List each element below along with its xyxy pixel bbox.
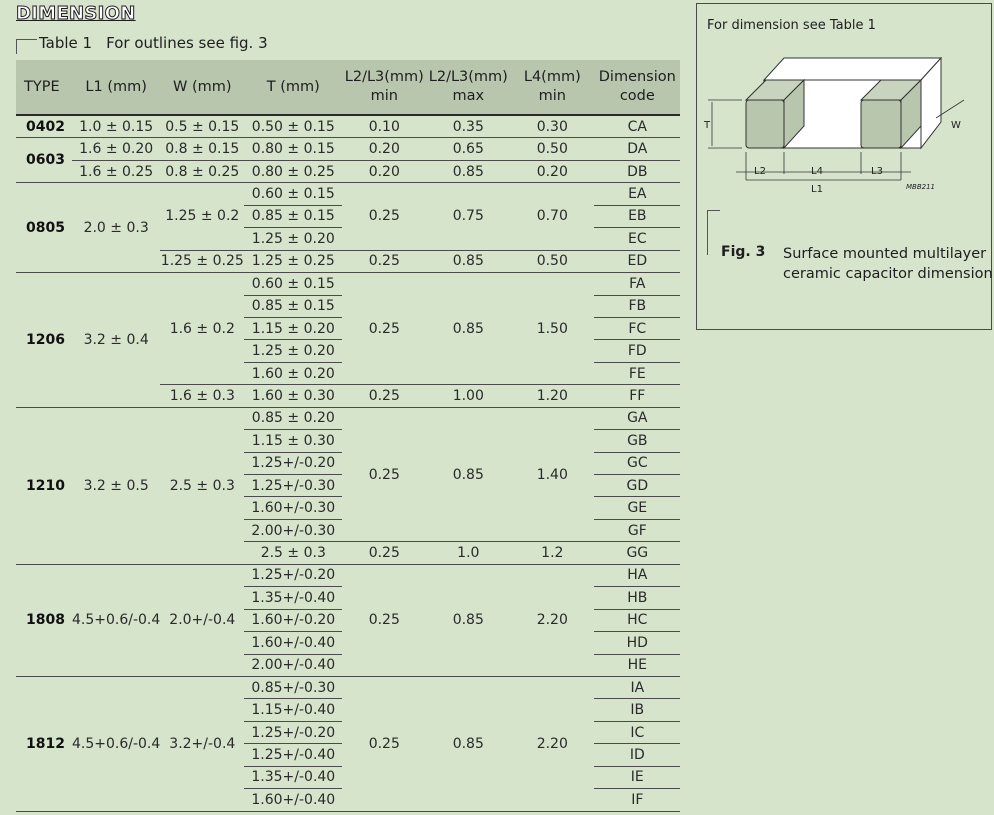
- l2-label: L2: [754, 166, 766, 177]
- figure-number: Fig. 3: [721, 244, 766, 260]
- l23max-cell: 1.0: [426, 542, 510, 564]
- code-cell: CA: [594, 115, 680, 138]
- t-cell: 2.5 ± 0.3: [244, 542, 342, 564]
- code-cell: EB: [594, 205, 680, 227]
- t-cell: 0.50 ± 0.15: [244, 115, 342, 138]
- l23max-cell: 0.35: [426, 115, 510, 138]
- code-cell: GE: [594, 497, 680, 519]
- table-row: [16, 160, 680, 182]
- t-cell: 1.25+/-0.40: [244, 744, 342, 766]
- w-cell: 0.5 ± 0.15: [160, 115, 244, 138]
- code-cell: DB: [594, 160, 680, 182]
- table-header-row: [16, 60, 680, 115]
- l1-label: L1: [811, 184, 823, 195]
- capacitor-diagram: [696, 40, 992, 200]
- dimension-table: [16, 60, 680, 812]
- header-l4-min: L4(mm) min: [510, 60, 594, 115]
- t-cell: 1.60+/-0.40: [244, 789, 342, 811]
- figure-caption-text: Surface mounted multilayer ceramic capacitor dimension: [783, 246, 993, 282]
- l23max-cell: 0.65: [426, 138, 510, 160]
- type-cell: 1808: [16, 564, 72, 676]
- type-cell: 1210: [16, 407, 72, 564]
- code-cell: ED: [594, 250, 680, 272]
- t-cell: 1.25 ± 0.25: [244, 250, 342, 272]
- t-cell: 1.25+/-0.30: [244, 475, 342, 497]
- l4min-cell: 1.50: [510, 273, 594, 385]
- t-cell: 0.60 ± 0.15: [244, 183, 342, 205]
- table-caption: [16, 34, 268, 54]
- w-cell: 1.25 ± 0.2: [160, 183, 244, 250]
- t-cell: 1.15 ± 0.30: [244, 430, 342, 452]
- l1-cell: 3.2 ± 0.5: [72, 407, 160, 564]
- table-row: [16, 407, 680, 429]
- l23min-cell: 0.25: [342, 183, 426, 250]
- t-cell: 1.35+/-0.40: [244, 766, 342, 788]
- l1-cell: 1.6 ± 0.25: [72, 160, 160, 182]
- code-cell: GB: [594, 430, 680, 452]
- w-cell: 1.25 ± 0.25: [160, 250, 244, 272]
- code-cell: IB: [594, 699, 680, 721]
- l23min-cell: 0.25: [342, 407, 426, 542]
- w-cell: 2.5 ± 0.3: [160, 407, 244, 564]
- l23max-cell: 0.75: [426, 183, 510, 250]
- code-cell: FF: [594, 385, 680, 407]
- l4min-cell: 1.20: [510, 385, 594, 407]
- t-cell: 0.80 ± 0.25: [244, 160, 342, 182]
- table-row: [16, 273, 680, 295]
- l23max-cell: 0.85: [426, 676, 510, 811]
- table-row: [16, 115, 680, 138]
- code-cell: ID: [594, 744, 680, 766]
- code-cell: DA: [594, 138, 680, 160]
- code-cell: FE: [594, 362, 680, 384]
- l23min-cell: 0.25: [342, 676, 426, 811]
- t-cell: 1.15+/-0.40: [244, 699, 342, 721]
- code-cell: HC: [594, 609, 680, 631]
- t-cell: 0.85 ± 0.20: [244, 407, 342, 429]
- code-cell: IC: [594, 721, 680, 743]
- caption-bracket: [707, 210, 720, 255]
- w-cell: 0.8 ± 0.15: [160, 138, 244, 160]
- table-row: [16, 564, 680, 586]
- figure-title: For dimension see Table 1: [707, 18, 876, 33]
- w-cell: 3.2+/-0.4: [160, 676, 244, 811]
- t-cell: 1.25 ± 0.20: [244, 340, 342, 362]
- t-cell: 1.60+/-0.30: [244, 497, 342, 519]
- t-cell: 1.60+/-0.40: [244, 632, 342, 654]
- l4-label: L4: [811, 166, 823, 177]
- code-cell: FA: [594, 273, 680, 295]
- type-cell: 1206: [16, 273, 72, 408]
- header-w: W (mm): [160, 60, 244, 115]
- table-label: Table 1: [39, 34, 93, 52]
- t-cell: 0.80 ± 0.15: [244, 138, 342, 160]
- header-l23-min: L2/L3(mm) min: [342, 60, 426, 115]
- l23max-cell: 0.85: [426, 250, 510, 272]
- t-cell: 1.15 ± 0.20: [244, 317, 342, 339]
- t-cell: 1.60 ± 0.20: [244, 362, 342, 384]
- code-cell: HE: [594, 654, 680, 676]
- header-l23-max: L2/L3(mm) max: [426, 60, 510, 115]
- table-caption-text: For outlines see fig. 3: [106, 34, 268, 52]
- header-dimension-code: Dimension code: [594, 60, 680, 115]
- l4min-cell: 0.50: [510, 138, 594, 160]
- code-cell: GC: [594, 452, 680, 474]
- body-top-face: [764, 58, 941, 80]
- l1-cell: 1.0 ± 0.15: [72, 115, 160, 138]
- type-cell: 0805: [16, 183, 72, 273]
- type-cell: 0603: [16, 138, 72, 183]
- right-terminal-front: [861, 100, 901, 148]
- code-cell: FB: [594, 295, 680, 317]
- l1-cell: 4.5+0.6/-0.4: [72, 564, 160, 676]
- l23min-cell: 0.20: [342, 138, 426, 160]
- l23max-cell: 0.85: [426, 160, 510, 182]
- t-cell: 1.25+/-0.20: [244, 721, 342, 743]
- l23min-cell: 0.10: [342, 115, 426, 138]
- code-cell: GD: [594, 475, 680, 497]
- code-cell: FC: [594, 317, 680, 339]
- t-cell: 1.25+/-0.20: [244, 452, 342, 474]
- code-cell: GF: [594, 519, 680, 541]
- l1-cell: 3.2 ± 0.4: [72, 273, 160, 408]
- code-cell: FD: [594, 340, 680, 362]
- t-cell: 1.25 ± 0.20: [244, 228, 342, 250]
- t-cell: 1.60+/-0.20: [244, 609, 342, 631]
- table-row: [16, 183, 680, 205]
- t-cell: 1.60 ± 0.30: [244, 385, 342, 407]
- table-row: [16, 138, 680, 160]
- table-row: [16, 676, 680, 698]
- l3-label: L3: [871, 166, 883, 177]
- code-cell: HA: [594, 564, 680, 586]
- code-cell: EA: [594, 183, 680, 205]
- t-label: T: [704, 120, 711, 131]
- code-cell: IE: [594, 766, 680, 788]
- w-cell: 0.8 ± 0.25: [160, 160, 244, 182]
- l23max-cell: 0.85: [426, 407, 510, 542]
- code-cell: EC: [594, 228, 680, 250]
- l4min-cell: 0.50: [510, 250, 594, 272]
- l23max-cell: 0.85: [426, 273, 510, 385]
- figure-reference-code: MBB211: [906, 183, 936, 191]
- l1-cell: 2.0 ± 0.3: [72, 183, 160, 273]
- t-cell: 2.00+/-0.30: [244, 519, 342, 541]
- t-cell: 1.25+/-0.20: [244, 564, 342, 586]
- l4min-cell: 1.2: [510, 542, 594, 564]
- l23max-cell: 1.00: [426, 385, 510, 407]
- l1-cell: 1.6 ± 0.20: [72, 138, 160, 160]
- w-cell: 1.6 ± 0.2: [160, 273, 244, 385]
- t-cell: 1.35+/-0.40: [244, 587, 342, 609]
- code-cell: GG: [594, 542, 680, 564]
- code-cell: GA: [594, 407, 680, 429]
- code-cell: IA: [594, 676, 680, 698]
- t-cell: 0.85 ± 0.15: [244, 295, 342, 317]
- l23min-cell: 0.25: [342, 250, 426, 272]
- type-cell: 0402: [16, 115, 72, 138]
- l23min-cell: 0.25: [342, 273, 426, 385]
- header-t: T (mm): [244, 60, 342, 115]
- l4min-cell: 2.20: [510, 676, 594, 811]
- header-l1: L1 (mm): [72, 60, 160, 115]
- t-cell: 2.00+/-0.40: [244, 654, 342, 676]
- type-cell: 1812: [16, 676, 72, 811]
- t-cell: 0.85+/-0.30: [244, 676, 342, 698]
- l4min-cell: 0.70: [510, 183, 594, 250]
- l23min-cell: 0.20: [342, 160, 426, 182]
- w-label: W: [951, 120, 961, 131]
- l23min-cell: 0.25: [342, 542, 426, 564]
- w-cell: 1.6 ± 0.3: [160, 385, 244, 407]
- l23min-cell: 0.25: [342, 385, 426, 407]
- w-cell: 2.0+/-0.4: [160, 564, 244, 676]
- left-terminal-front: [746, 100, 784, 148]
- l4min-cell: 0.30: [510, 115, 594, 138]
- section-title: DIMENSION: [16, 3, 136, 24]
- l4min-cell: 1.40: [510, 407, 594, 542]
- header-type: TYPE: [16, 60, 72, 115]
- l1-cell: 4.5+0.6/-0.4: [72, 676, 160, 811]
- code-cell: HB: [594, 587, 680, 609]
- l23max-cell: 0.85: [426, 564, 510, 676]
- code-cell: HD: [594, 632, 680, 654]
- t-cell: 0.60 ± 0.15: [244, 273, 342, 295]
- code-cell: IF: [594, 789, 680, 811]
- l23min-cell: 0.25: [342, 564, 426, 676]
- l4min-cell: 2.20: [510, 564, 594, 676]
- l4min-cell: 0.20: [510, 160, 594, 182]
- caption-bracket: [16, 39, 37, 54]
- t-cell: 0.85 ± 0.15: [244, 205, 342, 227]
